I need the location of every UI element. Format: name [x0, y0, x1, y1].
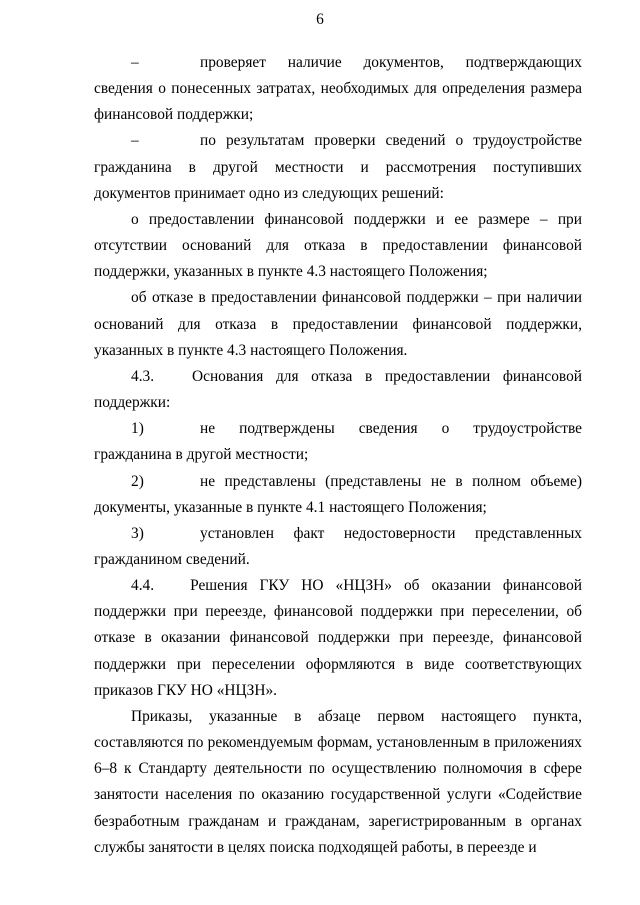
paragraph-text: не представлены (представлены не в полном объеме) документы, указанные в пункте 4.1 настоящего Положения;	[94, 472, 582, 516]
page-number: 6	[316, 11, 324, 28]
paragraph-text: по результатам проверки сведений о трудоустройстве гражданина в другой местности и рассмотрения поступивших документов принимает одно из следующих решений:	[94, 132, 582, 202]
list-marker: 2)	[131, 472, 144, 490]
paragraph-text: Приказы, указанные в абзаце первом настоящего пункта, составляются по рекомендуемым формам, установленным в приложениях 6–8 к Стандарту деятельности по осуществлению полномочия в сфере занятости населения по оказанию государственной услуги «Содействие безработным гражданам и гражданам, зарегистрированным в органах службы занятости в целях поиска подходящей работы, в переезде и	[94, 707, 582, 856]
paragraph-text: Решения ГКУ НО «НЦЗН» об оказании финансовой поддержки при переезде, финансовой поддержки при переселении, об отказе в оказании финансовой поддержки при переезде, финансовой поддержки при переселении оформляются в виде соответствующих приказов ГКУ НО «НЦЗН».	[94, 577, 583, 699]
paragraph-text: о предоставлении финансовой поддержки и ее размере – при отсутствии оснований для отказа в предоставлении финансовой поддержки, указанных в пункте 4.3 настоящего Положения;	[94, 210, 582, 281]
paragraph-4	[94, 285, 582, 363]
list-marker: 3)	[131, 524, 144, 542]
document-body	[94, 50, 582, 861]
paragraph-3	[94, 207, 582, 285]
paragraph-5	[94, 364, 582, 416]
list-marker: –	[131, 54, 139, 71]
paragraph-8	[94, 521, 582, 573]
paragraph-text: об отказе в предоставлении финансовой поддержки – при наличии оснований для отказа в предоставлении финансовой поддержки, указанных в пункте 4.3 настоящего Положения.	[94, 289, 582, 359]
paragraph-1	[94, 50, 582, 128]
section-number: 4.4.	[131, 577, 155, 595]
list-marker: 1)	[131, 420, 144, 438]
paragraph-text: Основания для отказа в предоставлении финансовой поддержки:	[94, 367, 583, 412]
list-marker: –	[131, 132, 139, 150]
paragraph-text: установлен факт недостоверности представленных гражданином сведений.	[94, 524, 582, 568]
paragraph-6	[94, 416, 582, 468]
paragraph-text: не подтверждены сведения о трудоустройстве гражданина в другой местности;	[94, 420, 582, 464]
paragraph-10	[94, 704, 582, 861]
section-number: 4.3.	[131, 367, 155, 385]
paragraph-2	[94, 128, 582, 206]
paragraph-text: проверяет наличие документов, подтверждающих сведения о понесенных затратах, необходимых для определения размера финансовой поддержки;	[94, 54, 582, 124]
paragraph-9	[94, 573, 582, 704]
paragraph-7	[94, 469, 582, 521]
